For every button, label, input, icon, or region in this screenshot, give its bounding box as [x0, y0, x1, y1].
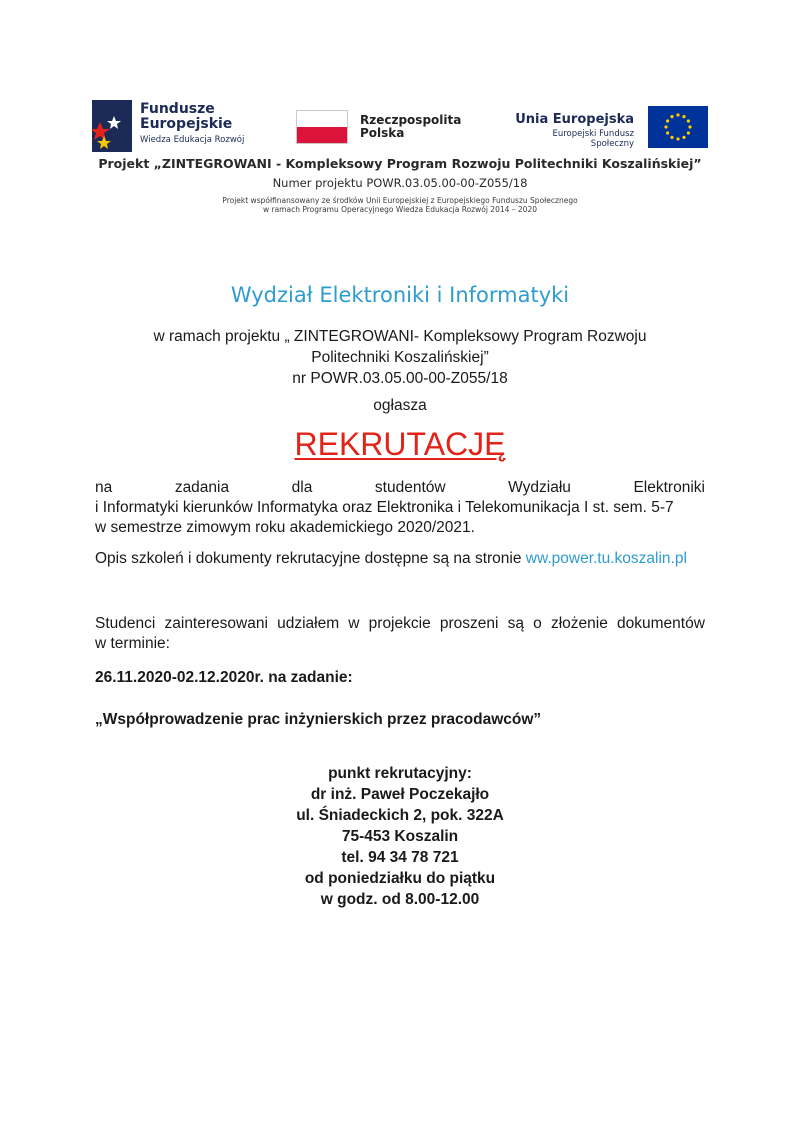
call-line	[95, 614, 705, 634]
fundusze-europejskie-logo	[92, 100, 282, 152]
fe-logo-line1: Fundusze	[140, 101, 215, 117]
funding-note	[92, 196, 708, 214]
contact-line: ul. Śniadeckich 2, pok. 322A	[296, 807, 504, 824]
contact-block	[0, 763, 800, 910]
faculty-name: Wydział Elektroniki i Informatyki	[230, 283, 570, 307]
recruitment-headline: REKRUTACJĘ	[294, 426, 506, 462]
call-word: proszeni	[439, 615, 499, 632]
intro-line: w ramach projektu „ ZINTEGROWANI- Kompleksowy Program Rozwoju	[153, 328, 647, 345]
funding-line: Projekt współfinansowany ze środków Unii Europejskiej z Europejskiego Funduszu Społecznego	[222, 196, 578, 205]
ue-logo-name: Unia Europejska	[515, 112, 634, 127]
contact-line: dr inż. Paweł Poczekajło	[310, 786, 490, 803]
call-word: złożenie	[550, 615, 608, 632]
unia-europejska-logo	[512, 106, 708, 152]
funding-line: w ramach Programu Operacyjnego Wiedza Edukacja Rozwój 2014 – 2020	[262, 205, 537, 214]
contact-line: 75-453 Koszalin	[341, 828, 459, 845]
description-word: Wydziału	[508, 479, 571, 496]
eu-flag-icon	[648, 106, 708, 148]
recruitment-description	[95, 478, 705, 538]
project-intro	[0, 326, 800, 389]
call-word: udziałem	[277, 615, 340, 632]
call-word: Studenci	[95, 615, 156, 632]
rzeczpospolita-polska-logo	[296, 110, 476, 150]
description-word: zadania	[174, 479, 230, 496]
intro-line: Politechniki Koszalińskiej”	[311, 349, 489, 366]
call-word: dokumentów	[617, 615, 705, 632]
call-word: w	[348, 615, 360, 632]
description-line: i Informatyki kierunków Informatyka oraz Elektronika i Telekomunikacja I st. sem. 5-7	[95, 499, 674, 516]
announce-text: ogłasza	[373, 397, 427, 414]
call-word: projekcie	[368, 615, 431, 632]
description-word: studentów	[374, 479, 446, 496]
documents-info	[95, 549, 705, 569]
call-word: o	[533, 615, 542, 632]
contact-line: punkt rekrutacyjny:	[328, 765, 472, 782]
task-title: „Współprowadzenie prac inżynierskich przez pracodawców”	[95, 711, 542, 728]
call-line: w terminie:	[95, 635, 170, 652]
call-word: zainteresowani	[164, 615, 268, 632]
fe-star-mark-icon	[92, 100, 132, 152]
polish-flag-icon	[296, 110, 348, 144]
project-header	[92, 92, 708, 224]
description-word: dla	[291, 479, 313, 496]
fe-logo-tagline: Wiedza Edukacja Rozwój	[140, 135, 245, 145]
ue-logo-fund: Europejski Fundusz Społeczny	[552, 129, 634, 149]
call-word: są	[507, 615, 524, 632]
rp-logo-line2: Polska	[360, 126, 405, 140]
contact-line: w godz. od 8.00-12.00	[320, 891, 480, 908]
rp-logo-line1: Rzeczpospolita	[360, 113, 462, 127]
intro-line: nr POWR.03.05.00-00-Z055/18	[292, 370, 508, 387]
documents-info-text: Opis szkoleń i dokumenty rekrutacyjne dostępne są na stronie	[95, 550, 526, 567]
fe-logo-line2: Europejskie	[140, 116, 233, 132]
description-line: w semestrze zimowym roku akademickiego 2020/2021.	[95, 519, 475, 536]
website-link[interactable]: ww.power.tu.koszalin.pl	[525, 550, 687, 567]
description-word: na	[95, 479, 113, 496]
contact-line: od poniedziałku do piątku	[304, 870, 496, 887]
description-word: Elektroniki	[633, 479, 705, 496]
contact-line: tel. 94 34 78 721	[341, 849, 459, 866]
application-call	[95, 614, 705, 654]
project-number: Numer projektu POWR.03.05.00-00-Z055/18	[272, 176, 528, 190]
application-deadline: 26.11.2020-02.12.2020r. na zadanie:	[95, 669, 353, 686]
project-title: Projekt „ZINTEGROWANI - Kompleksowy Program Rozwoju Politechniki Koszalińskiej”	[98, 156, 702, 171]
description-line	[95, 478, 705, 498]
